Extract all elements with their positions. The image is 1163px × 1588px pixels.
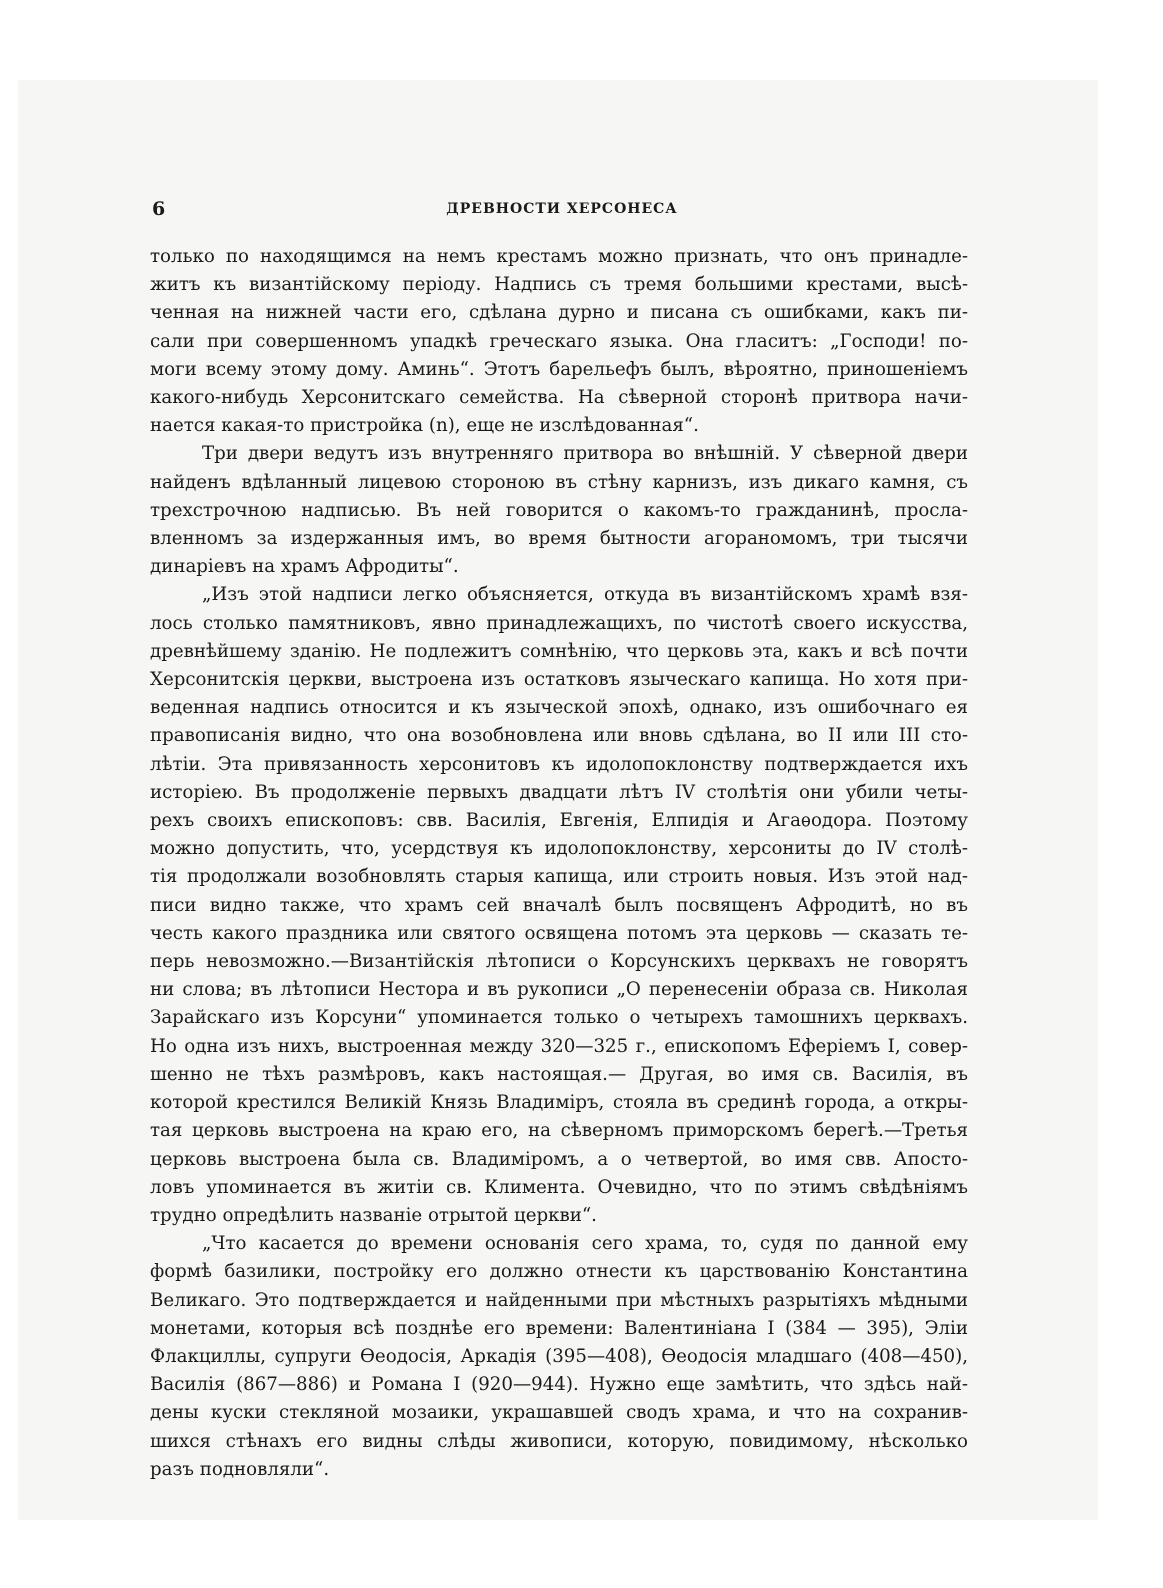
text-line: тія продолжали возобновлять старыя капища, или строить новыя. Изъ этой над- <box>150 866 968 888</box>
text-line: дены куски стекляной мозаики, украшавшей сводъ храма, и что на сохранив- <box>150 1402 968 1424</box>
text-line: моги всему этому дому. Аминь“. Этотъ барельефъ былъ, вѣроятно, приношеніемъ <box>150 358 968 380</box>
text-line: Флакциллы, супруги Ѳеодосія, Аркадія (395—408), Ѳеодосія младшаго (408—450), <box>150 1345 968 1367</box>
text-line: Василія (867—886) и Романа I (920—944). Нужно еще замѣтить, что здѣсь най- <box>150 1374 968 1396</box>
text-line: веденная надпись относится и къ языческой эпохѣ, однако, изъ ошибочнаго ея <box>150 697 968 719</box>
text-line: формѣ базилики, постройку его должно отнести къ царствованію Константина <box>150 1261 968 1283</box>
text-line: сали при совершенномъ упадкѣ греческаго языка. Она гласитъ: „Господи! по- <box>150 330 968 352</box>
page-number: 6 <box>152 198 166 220</box>
text-line: шихся стѣнахъ его видны слѣды живописи, которую, повидимому, нѣсколько <box>150 1430 968 1452</box>
text-line: которой крестился Великій Князь Владиміръ, стояла въ срединѣ города, а откры- <box>150 1092 968 1114</box>
text-line: древнѣйшему зданію. Не подлежитъ сомнѣнію, что церковь эта, какъ и всѣ почти <box>150 640 968 662</box>
text-line: вленномъ за издержанныя имъ, во время бытности агораномомъ, три тысячи <box>150 528 968 550</box>
text-line: разъ подновляли“. <box>150 1458 330 1480</box>
paragraph <box>150 440 968 581</box>
text-line: ни слова; въ лѣтописи Нестора и въ рукописи „О перенесеніи образа св. Николая <box>150 979 968 1001</box>
body-text <box>150 243 968 1484</box>
text-line: правописанія видно, что она возобновлена или вновь сдѣлана, во II или III сто- <box>150 725 968 747</box>
text-line: „Что касается до времени основанія сего храма, то, судя по данной ему <box>202 1233 968 1255</box>
text-line: лѣтіи. Эта привязанность херсонитовъ къ идолопоклонству подтверждается ихъ <box>150 753 968 775</box>
text-line: честь какого праздника или святого освящена потомъ эта церковь — сказать те- <box>150 922 968 944</box>
page-header <box>152 198 972 228</box>
text-line: трехстрочною надписью. Въ ней говорится о какомъ-то гражданинѣ, просла- <box>150 499 968 521</box>
text-line: Три двери ведутъ изъ внутренняго притвора во внѣшній. У сѣверной двери <box>202 443 968 465</box>
text-line: найденъ вдѣланный лицевою стороною въ стѣну карнизъ, изъ дикаго камня, съ <box>150 471 968 493</box>
text-line: житъ къ византійскому періоду. Надпись съ тремя большими крестами, высѣ- <box>150 274 968 296</box>
text-line: монетами, которыя всѣ позднѣе его времени: Валентиніана I (384 — 395), Эліи <box>150 1317 968 1339</box>
text-line: Зарайскаго изъ Корсуни“ упоминается только о четырехъ тамошнихъ церквахъ. <box>150 1007 968 1029</box>
text-line: перь невозможно.—Византійскія лѣтописи о Корсунскихъ церквахъ не говорятъ <box>150 951 968 973</box>
text-line: рехъ своихъ епископовъ: свв. Василія, Евгенія, Елпидія и Агаѳодора. Поэтому <box>150 810 968 832</box>
text-line: Но одна изъ нихъ, выстроенная между 320—325 г., епископомъ Еферіемъ I, совер- <box>150 1035 968 1057</box>
text-line: церковь выстроена была св. Владиміромъ, а о четвертой, во имя свв. Апосто- <box>150 1148 968 1170</box>
text-line: нается какая-то пристройка (n), еще не изслѣдованная“. <box>150 415 699 437</box>
text-line: динаріевъ на храмъ Афродиты“. <box>150 556 459 578</box>
running-title: ДРЕВНОСТИ ХЕРСОНЕСА <box>446 201 678 217</box>
text-line: писи видно также, что храмъ сей вначалѣ былъ посвященъ Афродитѣ, но въ <box>150 894 968 916</box>
text-line: только по находящимся на немъ крестамъ можно признать, что онъ принадле- <box>150 246 968 267</box>
text-line: „Изъ этой надписи легко объясняется, откуда въ византійскомъ храмѣ взя- <box>202 584 968 606</box>
text-line: исторіею. Въ продолженіе первыхъ двадцати лѣтъ IV столѣтія они убили четы- <box>150 781 968 803</box>
paragraph <box>150 581 968 1230</box>
paragraph <box>150 243 968 440</box>
text-line: тая церковь выстроена на краю его, на сѣверномъ приморскомъ берегѣ.—Третья <box>150 1120 968 1142</box>
text-line: какого-нибудь Херсонитскаго семейства. На сѣверной сторонѣ притвора начи- <box>150 387 968 409</box>
text-line: Великаго. Это подтверждается и найденными при мѣстныхъ разрытіяхъ мѣдными <box>150 1289 968 1311</box>
text-line: ловъ упоминается въ житіи св. Климента. Очевидно, что по этимъ свѣдѣніямъ <box>150 1176 968 1198</box>
text-line: трудно опредѣлить названіе отрытой церкви“. <box>150 1204 597 1226</box>
text-line: можно допустить, что, усердствуя къ идолопоклонству, херсониты до IV столѣ- <box>150 838 968 860</box>
text-line: Херсонитскія церкви, выстроена изъ остатковъ языческаго капища. Но хотя при- <box>150 669 968 691</box>
text-line: ченная на нижней части его, сдѣлана дурно и писана съ ошибками, какъ пи- <box>150 302 968 324</box>
text-line: шенно не тѣхъ размѣровъ, какъ настоящая.— Другая, во имя св. Василія, въ <box>150 1063 968 1085</box>
paragraph <box>150 1230 968 1484</box>
text-line: лось столько памятниковъ, явно принадлежащихъ, по чистотѣ своего искусства, <box>150 612 968 634</box>
